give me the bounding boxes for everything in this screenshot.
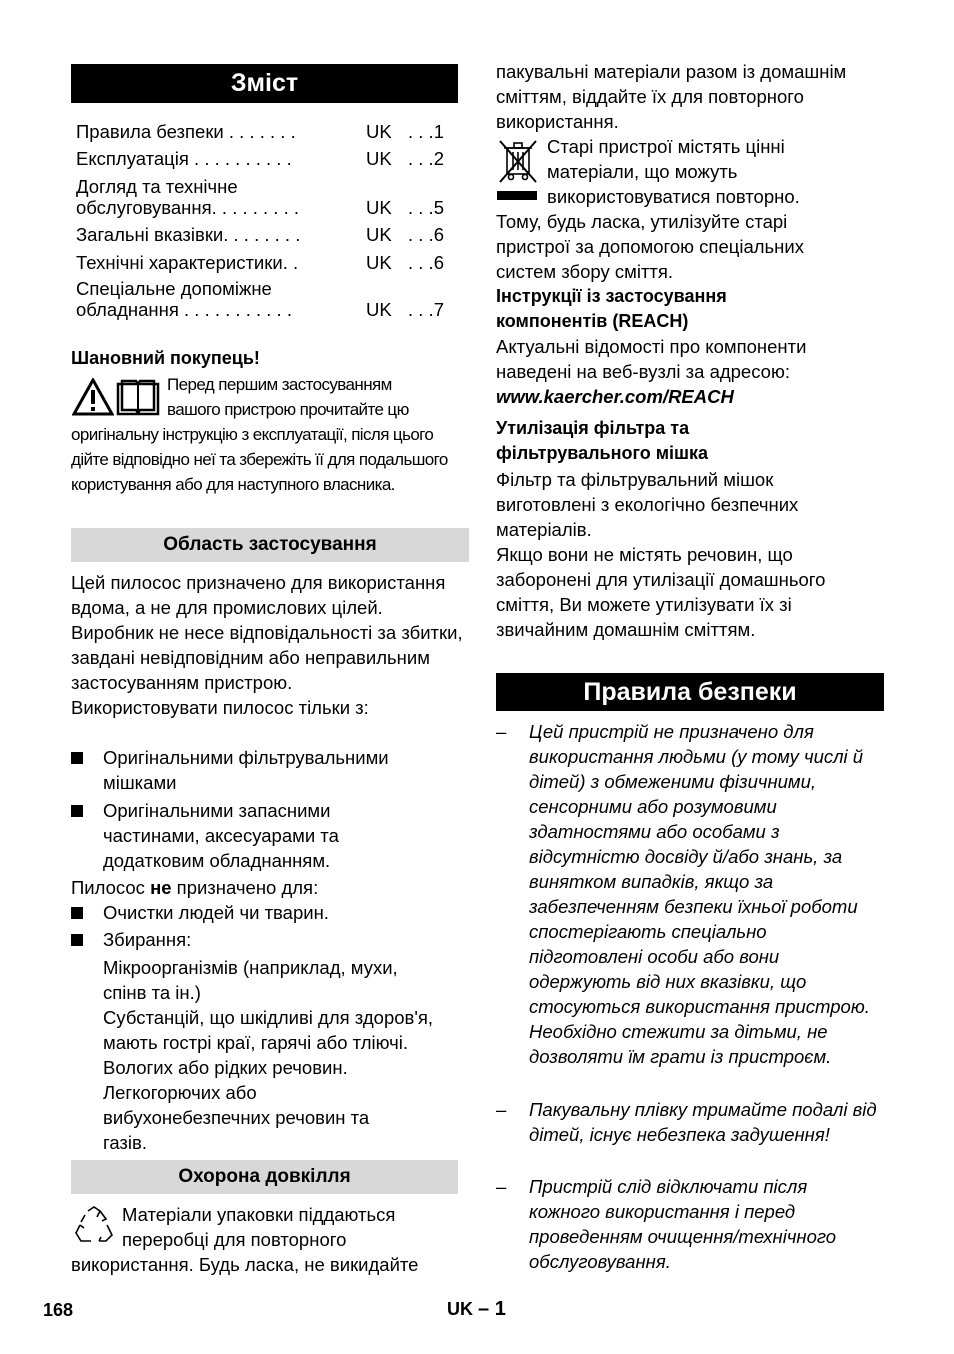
- recycle-text-line: Матеріали упаковки піддаються: [122, 1204, 396, 1225]
- toc-row-page: . . .5: [408, 197, 444, 218]
- usage-paragraph: Виробник не несе відповідальності за збитки, завдані невідповідним або неправильним застосуванням пристрою.: [71, 622, 463, 693]
- footer-section-page: – 1: [478, 1298, 506, 1320]
- greeting: Шановний покупець!: [71, 348, 260, 368]
- toc-row-title: Догляд та технічне обслуговування. . . . . . . . .: [76, 176, 300, 218]
- warning-triangle-icon: [72, 378, 114, 416]
- not-intended-prefix: Пилосос: [71, 877, 151, 898]
- toc-row-page: . . .7: [408, 299, 444, 320]
- reach-link[interactable]: www.kaercher.com/REACH: [496, 386, 734, 407]
- environment-heading: Охорона довкілля: [71, 1160, 458, 1194]
- toc-row-lang: UK: [366, 197, 392, 218]
- toc-row[interactable]: [76, 120, 466, 145]
- footer-lang: UK: [447, 1299, 473, 1319]
- weee-text-line: використовуватися повторно.: [547, 186, 800, 207]
- dash-marker: –: [496, 1176, 507, 1197]
- manual-book-icon: [116, 378, 160, 416]
- toc-row-page: . . .6: [408, 252, 444, 273]
- sub-item: Мікроорганізмів (наприклад, мухи, спінв та ін.): [103, 957, 398, 1003]
- weee-text-line: матеріали, що можуть: [547, 161, 738, 182]
- usage-bullet: [71, 900, 466, 925]
- sub-item: Вологих або рідких речовин.: [103, 1057, 348, 1078]
- usage-paragraph: Використовувати пилосос тільки з:: [71, 697, 369, 718]
- usage-bullet-text: Оригінальними фільтрувальними мішками: [103, 747, 389, 793]
- bullet-square-icon: [71, 805, 83, 817]
- toc-row[interactable]: [76, 278, 466, 324]
- usage-bullet: [71, 798, 466, 873]
- not-intended-line: [71, 875, 318, 900]
- filter-paragraph: Фільтр та фільтрувальний мішок виготовлені з екологічно безпечних матеріалів.: [496, 469, 799, 540]
- usage-bullet-text: Збирання:: [103, 929, 192, 950]
- safety-item-text: Пакувальну плівку тримайте подалі від дітей, існує небезпека задушення!: [529, 1099, 877, 1145]
- bullet-square-icon: [71, 934, 83, 946]
- toc-row-title: Технічні характеристики. .: [76, 252, 299, 273]
- sub-item: Легкогорючих або вибухонебезпечних речовин та газів.: [103, 1082, 370, 1153]
- recycle-text-line: використання. Будь ласка, не викидайте: [71, 1254, 419, 1275]
- usage-bullet: [71, 927, 466, 952]
- dash-marker: –: [496, 1099, 507, 1120]
- usage-bullet-text: Оригінальними запасними частинами, аксесуарами та додатковим обладнанням.: [103, 800, 339, 871]
- safety-item: [496, 719, 884, 1069]
- toc-row-title: Загальні вказівки. . . . . . . .: [76, 224, 301, 245]
- toc-row-title: Експлуатація . . . . . . . . . .: [76, 148, 292, 169]
- filter-heading: Утилізація фільтра та фільтрувального мішка: [496, 418, 709, 463]
- weee-text: Тому, будь ласка, утилізуйте старі пристрої за допомогою спеціальних систем збору сміття.: [496, 211, 804, 282]
- toc-row-lang: UK: [366, 224, 392, 245]
- toc-row-lang: UK: [366, 299, 392, 320]
- filter-paragraph: Якщо вони не містять речовин, що заборонені для утилізації домашнього сміття, Ви можете утилізувати їх зі звичайним домашнім сміттям.: [496, 544, 826, 640]
- page-number: 168: [43, 1300, 74, 1320]
- toc-row-lang: UK: [366, 121, 392, 142]
- safety-item: [496, 1097, 884, 1147]
- bullet-square-icon: [71, 752, 83, 764]
- recycle-text-cont: пакувальні матеріали разом із домашнім сміттям, віддайте їх для повторного використання.: [496, 61, 847, 132]
- intro-text-line: вашого пристрою прочитайте цю: [167, 400, 409, 419]
- usage-paragraph: Цей пилосос призначено для використання вдома, а не для промислових цілей.: [71, 572, 446, 618]
- toc-row-title: Правила безпеки . . . . . . .: [76, 121, 296, 142]
- recycle-text-line: переробці для повторного: [122, 1229, 347, 1250]
- weee-bin-icon: [496, 138, 540, 186]
- usage-heading: Область застосування: [71, 528, 469, 562]
- intro-text-line: Перед першим застосуванням: [167, 375, 392, 394]
- reach-heading: Інструкції із застосування компонентів (REACH): [496, 286, 727, 331]
- usage-bullet-text: Очистки людей чи тварин.: [103, 902, 329, 923]
- sub-item: Субстанцій, що шкідливі для здоров'я, мають гострі краї, гарячі або тліючі.: [103, 1007, 434, 1053]
- toc-row-lang: UK: [366, 148, 392, 169]
- toc-heading: Зміст: [71, 64, 458, 103]
- reach-text: Актуальні відомості про компоненти наведені на веб-вузлі за адресою:: [496, 336, 807, 382]
- dash-marker: –: [496, 721, 507, 742]
- usage-bullet: [71, 745, 466, 795]
- toc-row-page: . . .1: [408, 121, 444, 142]
- safety-item-text: Цей пристрій не призначено для використання людьми (у тому числі й дітей) з обмеженими фізичними, сенсорними або розумовими здатностями або особами з відсутністю досвіду й/або знань, за винятком випадків, якщо за забезпеченням безпеки їхньої роботи спостерігають спеціально підготовлені особи або вони одержують від них вказівки, що стосуються використання пристрою. Необхідно стежити за дітьми, не дозволяти їм грати із пристроєм.: [529, 721, 870, 1067]
- toc-row-page: . . .2: [408, 148, 444, 169]
- not-intended-bold: не: [150, 877, 172, 898]
- weee-bar: [497, 191, 537, 200]
- footer-section: [447, 1298, 506, 1321]
- safety-heading: Правила безпеки: [496, 673, 884, 711]
- intro-text: оригінальну інструкцію з експлуатації, після цього дійте відповідно неї та збережіть її для подальшого користування або для наступного власника.: [71, 425, 448, 494]
- toc-row-lang: UK: [366, 252, 392, 273]
- toc-row[interactable]: [76, 176, 466, 222]
- bullet-square-icon: [71, 907, 83, 919]
- recycle-icon: [73, 1205, 115, 1247]
- toc-row[interactable]: [76, 223, 466, 248]
- not-intended-suffix: призначено для:: [171, 877, 319, 898]
- toc-row[interactable]: [76, 251, 466, 276]
- toc-row-title: Спеціальне допоміжне обладнання . . . . . . . . . . .: [76, 278, 292, 320]
- safety-item-text: Пристрій слід відключати після кожного використання і перед проведенням очищення/технічного обслуговування.: [529, 1176, 837, 1272]
- toc-row[interactable]: [76, 147, 466, 172]
- weee-text-line: Старі пристрої містять цінні: [547, 136, 785, 157]
- toc-row-page: . . .6: [408, 224, 444, 245]
- safety-item: [496, 1174, 884, 1274]
